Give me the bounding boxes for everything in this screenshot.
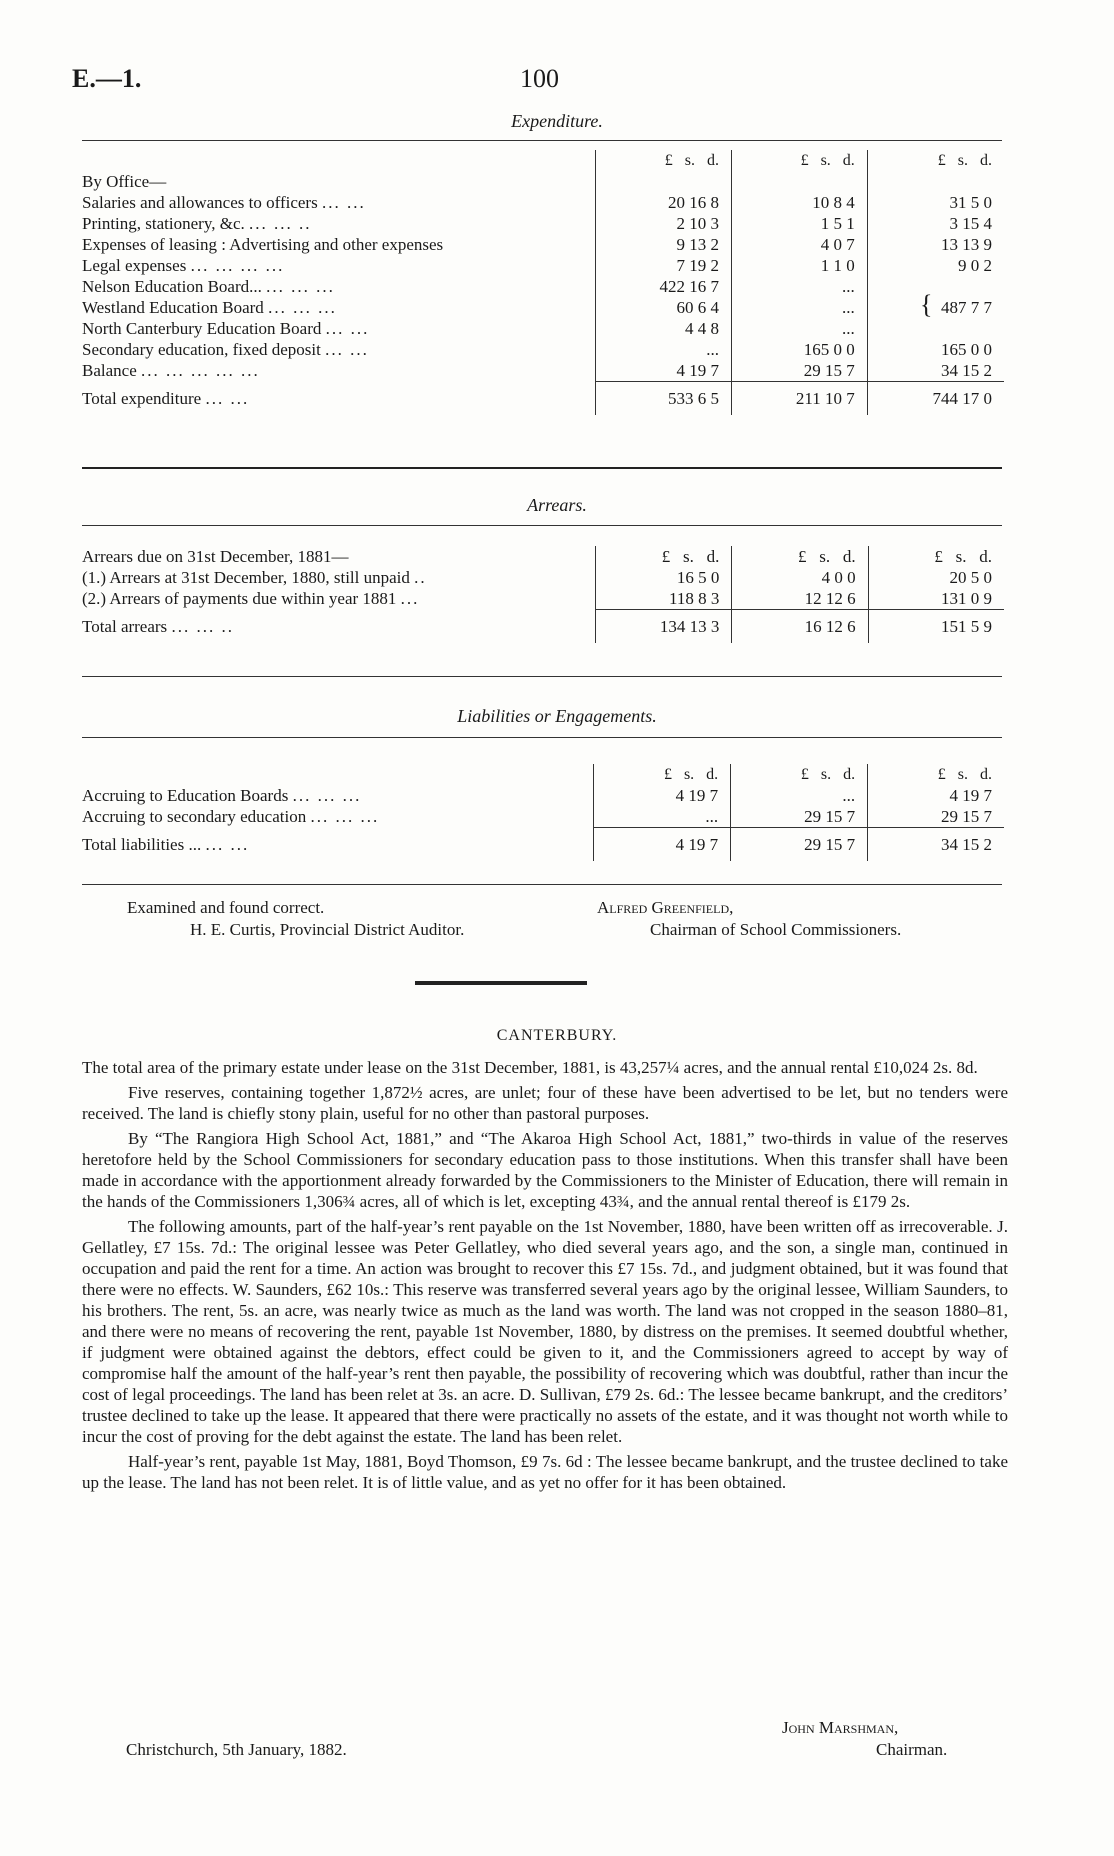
arrears-top-rule: [82, 525, 1002, 526]
expenditure-heading-row: [82, 171, 1004, 192]
table-row: Legal expenses ... ... ... ... 7 19 2 1 1 0 9 0 2: [82, 255, 1004, 276]
units-col-1: £ s. d.: [595, 546, 731, 567]
closing-signer: John Marshman,: [782, 1718, 899, 1737]
table-row: Nelson Education Board... ... ... ... 422 16 7 ...: [82, 276, 1004, 297]
grouped-total: { 487 7 7: [867, 297, 1004, 318]
arrears-heading: Arrears due on 31st December, 1881—: [82, 547, 349, 566]
page-number: 100: [520, 64, 559, 93]
auditor-signature: H. E. Curtis, Provincial District Auditor.: [190, 920, 465, 939]
arrears-title: Arrears.: [527, 495, 587, 515]
liabilities-table: [82, 764, 1004, 861]
total-row: Total arrears ... ... .. 134 13 3 16 12 6 151 5 9: [82, 610, 1004, 644]
expenditure-heading: By Office—: [82, 172, 167, 191]
table-row: Balance ... ... ... ... ... 4 19 7 29 15 7 34 15 2: [82, 360, 1004, 382]
place-date: Christchurch, 5th January, 1882.: [126, 1740, 347, 1759]
paragraph: By “The Rangiora High School Act, 1881,” and “The Akaroa High School Act, 1881,” two-thirds in value of the reserves heretofore held by the School Commissioners for secondary education pass to those institutions. When this transfer shall have been made in accordance with the apportionment already forwarded by the Commissioners to the Minister of Education, there will remain in the hands of the Commissioners 1,306¾ acres, all of which is let, excepting 43¾, and the annual rental thereof is £179 2s.: [82, 1129, 1008, 1211]
table-row: Westland Education Board ... ... ... 60 6 4 ... { 487 7 7: [82, 297, 1004, 318]
liabilities-title: Liabilities or Engagements.: [457, 706, 657, 726]
chairman-title: Chairman of School Commissioners.: [650, 920, 902, 939]
table-row: Salaries and allowances to officers ... ... 20 16 8 10 8 4 31 5 0: [82, 192, 1004, 213]
table-row: (1.) Arrears at 31st December, 1880, still unpaid .. 16 5 0 4 0 0 20 5 0: [82, 567, 1004, 588]
paragraph: The following amounts, part of the half-year’s rent payable on the 1st November, 1880, have been written off as irrecoverable. J. Gellatley, £7 15s. 7d.: The original lessee was Peter Gellatley, who died several years ago, and the son, a single man, continued in occupation and paid the rent for a time. An action was brought to recover this £7 15s. 7d., and judgment obtained, but it was found that there were no effects. W. Saunders, £62 10s.: This reserve was transferred several years ago by the original lessee, William Saunders, to his brothers. The rent, 5s. an acre, was nearly twice as much as the land was worth. The land was not cropped in the season 1880–81, and there were no means of recovering the rent, payable 1st November, 1880, by distress on the premises. It seemed doubtful whether, if judgment were obtained against the debtors, effect could be given to it, and the Commissioners agreed to accept by way of compromise half the amount of the half-year’s rent then payable, the possibility of recovering which was doubtful, rather than incur the cost of legal proceedings. The land has been relet at 3s. an acre. D. Sullivan, £79 2s. 6d.: The lessee became bankrupt, and the creditors’ trustee declined to take up the lease. It appeared that there were practically no assets of the estate, and it was thought not worth while to incur the cost of proving for the debt against the estate. The land has been relet.: [82, 1217, 1008, 1446]
units-col-2: £ s. d.: [731, 150, 867, 171]
paragraph: The total area of the primary estate under lease on the 31st December, 1881, is 43,257¼ acres, and the annual rental £10,024 2s. 8d.: [82, 1058, 978, 1077]
closing-signer-title: Chairman.: [876, 1740, 948, 1759]
total-row: Total liabilities ... ... ... 4 19 7 29 15 7 34 15 2: [82, 828, 1004, 862]
table-row: (2.) Arrears of payments due within year 1881 ... 118 8 3 12 12 6 131 0 9: [82, 588, 1004, 610]
chairman-signature: Alfred Greenfield,: [597, 898, 734, 917]
table-row: Expenses of leasing : Advertising and other expenses 9 13 2 4 0 7 13 13 9: [82, 234, 1004, 255]
total-row: Total expenditure ... ... 533 6 5 211 10 7 744 17 0: [82, 382, 1004, 416]
table-row: Printing, stationery, &c. ... ... .. 2 10 3 1 5 1 3 15 4: [82, 213, 1004, 234]
units-row: [82, 150, 1004, 171]
units-col-2: £ s. d.: [731, 764, 868, 785]
arrears-table: [82, 546, 1004, 643]
units-col-2: £ s. d.: [732, 546, 868, 567]
examined-note: Examined and found correct.: [127, 898, 325, 917]
canterbury-heading: CANTERBURY.: [496, 1027, 618, 1044]
units-col-1: £ s. d.: [596, 150, 732, 171]
table-row: North Canterbury Education Board ... ... 4 4 8 ...: [82, 318, 1004, 339]
units-row: [82, 764, 1004, 785]
units-col-3: £ s. d.: [868, 764, 1004, 785]
table-row: Secondary education, fixed deposit ... ... ... 165 0 0 165 0 0: [82, 339, 1004, 360]
units-col-3: £ s. d.: [867, 150, 1004, 171]
liabilities-bottom-rule: [82, 884, 1002, 885]
table-row: Accruing to Education Boards ... ... ... 4 19 7 ... 4 19 7: [82, 785, 1004, 806]
expenditure-top-rule: [82, 140, 1002, 141]
liabilities-top-rule: [82, 737, 1002, 738]
units-col-3: £ s. d.: [868, 546, 1004, 567]
expenditure-title: Expenditure.: [511, 111, 603, 131]
canterbury-body: [82, 1057, 1008, 1497]
arrears-heading-row: [82, 546, 1004, 567]
units-col-1: £ s. d.: [594, 764, 731, 785]
expenditure-bottom-rule: [82, 467, 1002, 469]
expenditure-table: [82, 150, 1004, 415]
paragraph: Half-year’s rent, payable 1st May, 1881, Boyd Thomson, £9 7s. 6d : The lessee became bankrupt, and the trustee declined to take up the lease. The land has not been relet. It is of little value, and as yet no offer for it has been obtained.: [82, 1452, 1008, 1492]
arrears-bottom-rule: [82, 676, 1002, 677]
table-row: Accruing to secondary education ... ... ... ... 29 15 7 29 15 7: [82, 806, 1004, 828]
document-reference: E.—1.: [72, 64, 142, 93]
section-divider: [415, 981, 587, 985]
paragraph: Five reserves, containing together 1,872½ acres, are unlet; four of these have been advertised to be let, but no tenders were received. The land is chiefly stony plain, useful for no other than pastoral purposes.: [82, 1083, 1008, 1123]
